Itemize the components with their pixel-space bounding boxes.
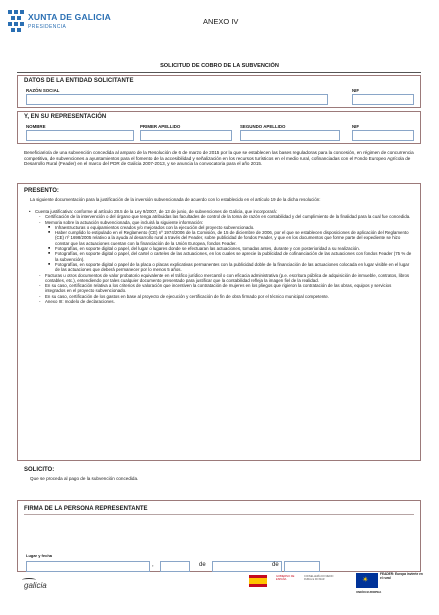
solicito-heading: SOLICITO: bbox=[24, 467, 55, 473]
nombre-field[interactable] bbox=[26, 130, 134, 141]
rep-nif-field[interactable] bbox=[352, 130, 414, 141]
xunta-logo bbox=[8, 8, 112, 42]
conselleria-logo: CONSELLERÍA DO MEDIO RURAL E DO MAR bbox=[304, 575, 334, 581]
documentation-list bbox=[28, 209, 412, 304]
documentation-item: ■ Fotografías, en soporte digital o papel de la placa o placas explicativas permanentes con la publicidad doble de la financiación de las actuaciones colocada en lugar visible en el lugar de las actuaciones que deberá permanecer por lo menos 5 años. bbox=[48, 262, 412, 273]
documentation-item: ■ Fotografías, en soporte digital o papel, del cartel o carteles de las actuaciones, en los cuales se aprecie la publicidad de cofinanciación de las actuaciones con fondos Feader (75 % de la subvención). bbox=[48, 251, 412, 262]
galicia-logo: galicia bbox=[24, 581, 47, 590]
eu-label: UNIÓN EUROPEA bbox=[356, 590, 382, 594]
signature-heading: FIRMA DE LA PERSONA REPRESENTANTE bbox=[24, 506, 148, 512]
place-date-label: Lugar y fecha bbox=[26, 553, 53, 558]
documentation-item: ■ Infraestructuras o equipamientos creados y/o mejorados con la ejecución del proyecto subvencionado. bbox=[48, 225, 412, 230]
de-separator-1: de bbox=[199, 562, 206, 568]
presento-heading: PRESENTO: bbox=[24, 188, 59, 194]
nombre-label: NOMBRE bbox=[26, 124, 46, 129]
presento-intro: La siguiente documentación para la justificación de la inversión subvencionada de acuerdo con lo establecido en el artículo 19 de la dicha resolución: bbox=[30, 197, 321, 202]
primer-apellido-field[interactable] bbox=[140, 130, 232, 141]
spain-flag-icon bbox=[249, 573, 275, 591]
place-field[interactable] bbox=[26, 561, 150, 572]
xunta-mark-icon bbox=[8, 10, 24, 36]
de-separator-2: de bbox=[272, 562, 279, 568]
entity-nif-label: NIF bbox=[352, 88, 360, 93]
comma-separator: , bbox=[152, 562, 154, 568]
documentation-item: • Cuenta justificativa: conforme al artículo 28.5 de la Ley 9/2007, de 13 de junio, de subvenciones de Galicia, que incorporará: bbox=[28, 209, 412, 214]
representation-heading: Y, EN SU REPRESENTACIÓN bbox=[24, 114, 107, 120]
documentation-item: ■ Fotografías, en soporte digital o papel, del lugar o lugares donde se efectuaran las actuaciones, tomadas antes, durante y con posterioridad a su realización. bbox=[48, 246, 412, 251]
ministry-logo: GOBIERNO DE ESPAÑA bbox=[276, 575, 295, 581]
logo-name: XUNTA DE GALICIA bbox=[28, 12, 112, 22]
logo-sub: PRESIDENCIA bbox=[28, 24, 67, 30]
year-field[interactable] bbox=[284, 561, 320, 572]
day-field[interactable] bbox=[160, 561, 190, 572]
form-title: SOLICITUD DE COBRO DE LA SUBVENCIÓN bbox=[160, 63, 279, 69]
segundo-apellido-field[interactable] bbox=[240, 130, 340, 141]
signature-section bbox=[17, 500, 421, 572]
entity-heading: DATOS DE LA ENTIDAD SOLICITANTE bbox=[24, 78, 134, 84]
rep-nif-label: NIF bbox=[352, 124, 360, 129]
entity-section bbox=[17, 75, 421, 108]
documentation-item: - Anexo III: modelo de declaraciones. bbox=[38, 299, 412, 304]
segundo-apellido-label: SEGUNDO APELLIDO bbox=[240, 124, 286, 129]
razon-social-field[interactable] bbox=[26, 94, 328, 105]
documentation-item: - En su caso, certificación relativa a los criterios de valoración que incentiven la contratación de mujeres en los pliegos que rigieron la contratación de las obras, equipos y servicios integrados en el proyecto subvencionado. bbox=[38, 283, 412, 294]
annex-label: ANEXO IV bbox=[203, 17, 239, 26]
documentation-item: - Memoria sobre la actuación subvencionada, que incluirá la siguiente información: bbox=[38, 220, 412, 225]
feader-text: FEADER: Europa invierte en el rural bbox=[380, 572, 423, 580]
primer-apellido-label: PRIMER APELLIDO bbox=[140, 124, 181, 129]
solicito-text: Que se proceda al pago de la subvención concedida. bbox=[30, 476, 139, 481]
documentation-item: - Facturas u otros documentos de valor probatorio equivalente en el tráfico jurídico mercantil o con eficacia administrativa (p.e. escritura pública de adquisición de inmueble, contratos, libros contables, etc.), entendiendo por tales cualquier documento presentado para justificar que la contabilidad refleja la imagen fiel de la realidad. bbox=[38, 273, 412, 284]
entity-nif-field[interactable] bbox=[352, 94, 414, 105]
razon-social-label: RAZÓN SOCIAL bbox=[26, 88, 60, 93]
presento-section bbox=[17, 183, 421, 461]
documentation-item: ■ Haber cumplido lo estipulado en el Reglamento (CE) nº 1974/2006 de la Comisión, de 15 de diciembre de 2006, por el que se establecen disposiciones de aplicación del Reglamento (CE) nº 1698/2005 relativo a la ayuda al desarrollo rural a través del Feader, sobre publicidad de fondos Feader, y que en los documentos que forme parte del expediente se hizo constar que las actuaciones cuentan con la financiación de la Unión Europea, fondos Feader. bbox=[48, 230, 412, 246]
title-divider bbox=[17, 72, 421, 73]
documentation-item: - En su caso, certificación de los gastos en base al proyecto de ejecución y certificación de fin de obra firmado por el técnico municipal competente. bbox=[38, 294, 412, 299]
representation-section bbox=[17, 111, 421, 144]
documentation-item: - Certificación de la intervención o del órgano que tenga atribuidas las facultades de control de la toma de razón en contabilidad y del cumplimiento de la finalidad para la cual fue concedida. bbox=[38, 214, 412, 219]
beneficiary-paragraph: Beneficiario/a de una subvención concedida al amparo de la Resolución de 6 de marzo de 2015 por la que se establecen las bases reguladoras para la concesión, en régimen de concurrencia competitiva, de subvenciones a ayuntamientos para el fomento de la accesibilidad y señalización en los recursos turísticos en el medio rural, cofinanciadas con el Fondo Europeo Agrícola de Desarrollo Rural (Feader) en el marco del PDR de Galicia 2007-2013, y se anuncia la convocatoria para el año 2015. bbox=[24, 150, 414, 167]
eu-flag-icon bbox=[356, 573, 378, 588]
signature-divider bbox=[24, 514, 414, 515]
